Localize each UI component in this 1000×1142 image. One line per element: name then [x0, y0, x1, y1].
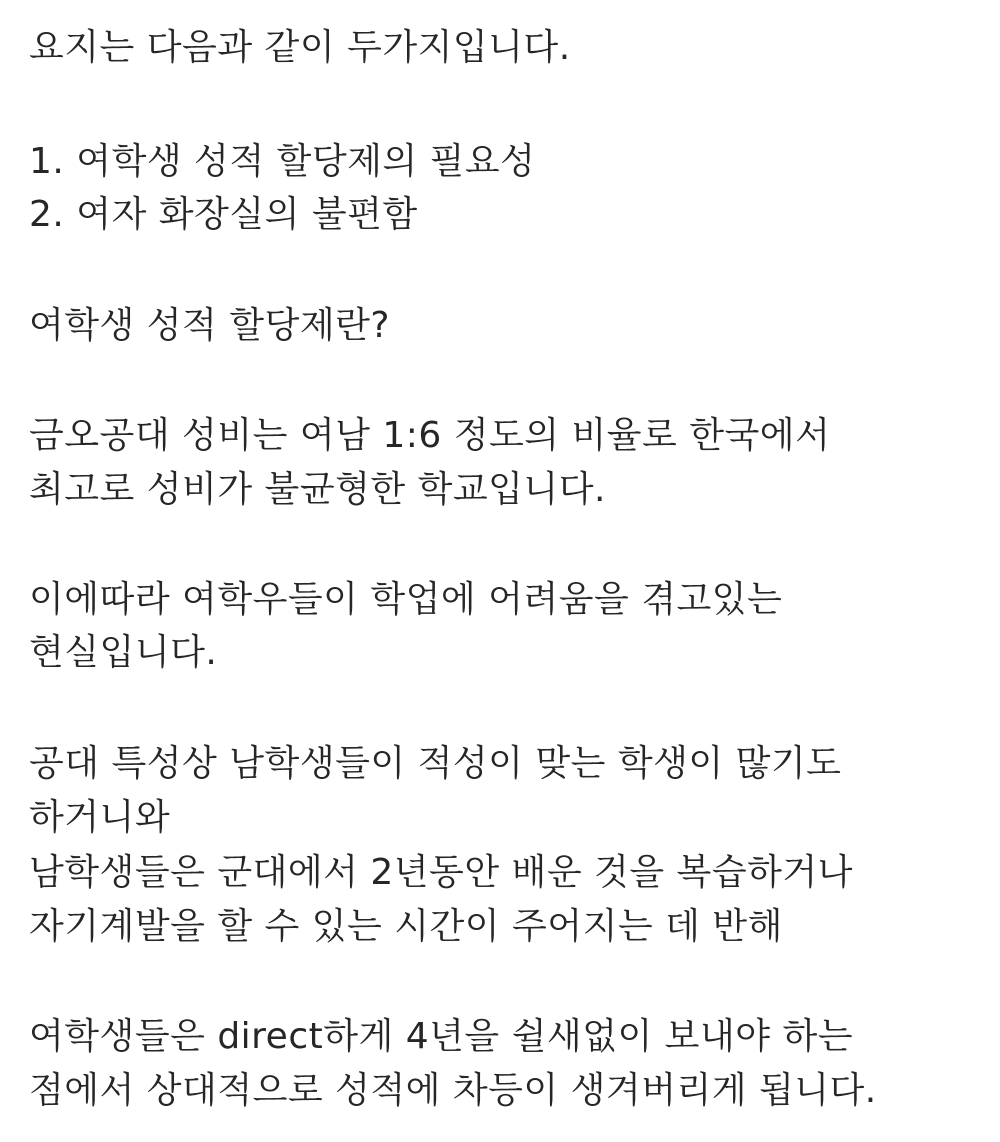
paragraph-line: 자기계발을 할 수 있는 시간이 주어지는 데 반해	[29, 906, 783, 947]
list-item-1: 1. 여학생 성적 할당제의 필요성	[29, 141, 536, 182]
paragraph-line: 여학생들은 direct하게 4년을 쉴새없이 보내야 하는	[29, 1016, 854, 1057]
paragraph-line: 이에따라 여학우들이 학업에 어려움을 겪고있는	[29, 579, 783, 620]
paragraph-line: 금오공대 성비는 여남 1:6 정도의 비율로 한국에서	[29, 415, 831, 456]
paragraph-line: 하거니와	[29, 797, 171, 838]
list-item-2: 2. 여자 화장실의 불편함	[29, 194, 418, 235]
paragraph-line: 최고로 성비가 불균형한 학교입니다.	[29, 469, 606, 510]
paragraph-line: 공대 특성상 남학생들이 적성이 맞는 학생이 많기도	[29, 743, 842, 784]
paragraph-line: 현실입니다.	[29, 632, 218, 673]
paragraph-line: 점에서 상대적으로 성적에 차등이 생겨버리게 됩니다.	[29, 1070, 877, 1111]
intro-line: 요지는 다음과 같이 두가지입니다.	[29, 27, 571, 68]
section-question: 여학생 성적 할당제란?	[29, 305, 390, 346]
paragraph-line: 남학생들은 군대에서 2년동안 배운 것을 복습하거나	[29, 852, 853, 893]
